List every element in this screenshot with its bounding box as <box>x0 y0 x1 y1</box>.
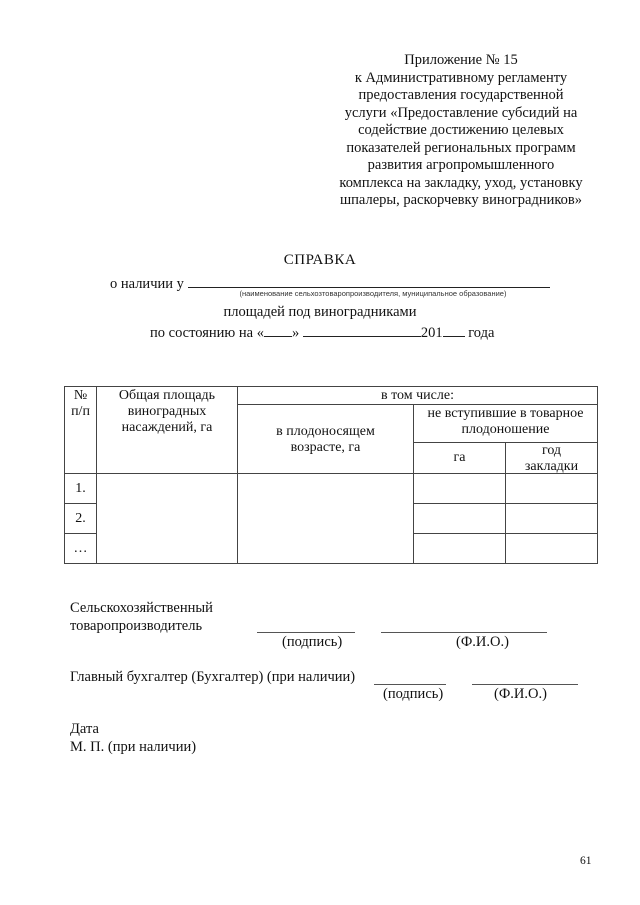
header-fruiting: в плодоносящем возрасте, га <box>276 424 375 455</box>
header-total-area: Общая площадь виноградных насаждений, га <box>118 388 216 435</box>
date-year: 201 <box>420 325 443 341</box>
header-ha: га <box>453 450 466 465</box>
accountant-fio-line <box>472 684 578 685</box>
area-line: площадей под виноградниками <box>223 304 417 320</box>
appendix-line: комплекса на закладку, уход, установку <box>339 174 583 191</box>
producer-label-1: Сельскохозяйственный <box>70 600 213 616</box>
presence-hint: (наименование сельхозтоваропроизводителя, муниципальное образование) <box>239 289 507 298</box>
date-year-field <box>443 322 465 337</box>
producer-sign-hint: (подпись) <box>282 634 343 650</box>
date-prefix: по состоянию на « <box>150 325 264 341</box>
presence-prefix: о наличии у <box>110 276 184 292</box>
header-planting-year: год закладки <box>524 443 579 474</box>
row-number: 1. <box>75 481 86 496</box>
date-line <box>150 322 494 342</box>
header-non-fruiting: не вступившие в товарное плодоношение <box>427 406 584 437</box>
accountant-signature-line <box>374 684 446 685</box>
appendix-line: шпалеры, раскорчевку виноградников» <box>339 192 583 208</box>
appendix-line: показателей региональных программ <box>346 139 576 156</box>
date-mid: » <box>291 325 300 341</box>
appendix-line: содействие достижению целевых <box>358 122 564 138</box>
header-including: в том числе: <box>381 388 454 403</box>
header-number: № п/п <box>71 388 90 419</box>
date-suffix: года <box>468 325 495 341</box>
appendix-line: Приложение № 15 <box>404 52 518 68</box>
stamp-label: М. П. (при наличии) <box>70 739 197 755</box>
producer-fio-hint: (Ф.И.О.) <box>456 634 509 650</box>
appendix-line: к Административному регламенту <box>354 69 568 86</box>
date-month-field <box>303 322 421 337</box>
row-number: 2. <box>75 511 86 526</box>
vineyard-table <box>64 386 598 564</box>
appendix-header <box>330 52 592 210</box>
date-label: Дата <box>70 721 99 737</box>
appendix-line: услуги «Предоставление субсидий на <box>344 104 578 121</box>
accountant-label: Главный бухгалтер (Бухгалтер) (при наличии) <box>70 669 356 685</box>
appendix-line: развития агропромышленного <box>367 157 555 173</box>
document-title: СПРАВКА <box>283 252 357 268</box>
producer-label-2: товаропроизводитель <box>70 618 203 634</box>
page-number: 61 <box>580 855 592 867</box>
producer-fio-line <box>381 632 547 633</box>
producer-name-field <box>188 273 550 288</box>
appendix-line: предоставления государственной <box>358 87 564 103</box>
date-day-field <box>264 322 292 337</box>
producer-signature-line <box>257 632 355 633</box>
row-number: … <box>73 541 88 556</box>
accountant-sign-hint: (подпись) <box>383 686 444 702</box>
accountant-fio-hint: (Ф.И.О.) <box>494 686 547 702</box>
